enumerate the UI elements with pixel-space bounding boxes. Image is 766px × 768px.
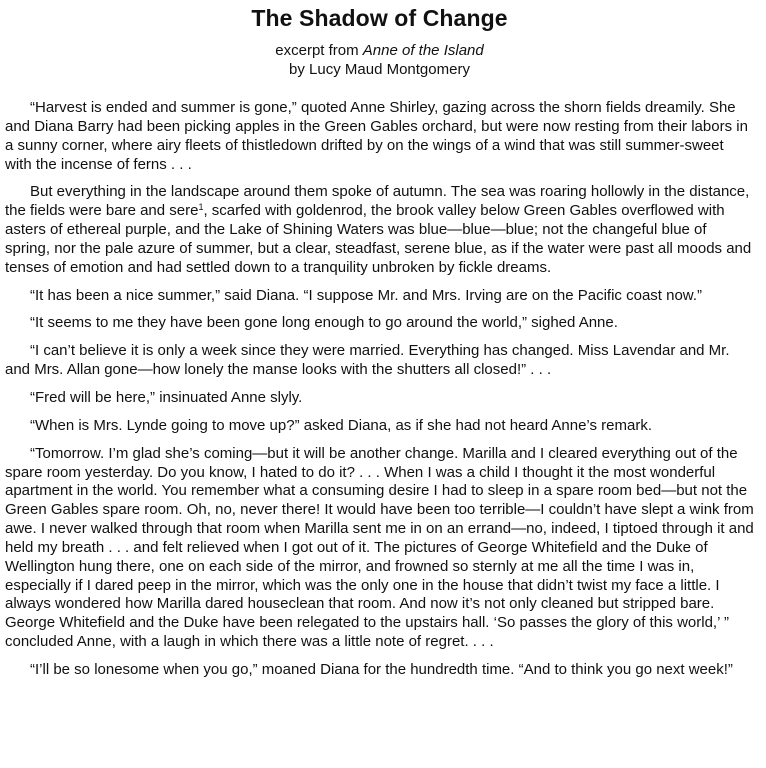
source-title: Anne of the Island — [362, 42, 484, 59]
paragraph-2-text-a: But everything in the landscape around them spoke of autumn. The sea was roaring hollowly in the distance, the fields were bare and sere — [5, 183, 750, 220]
paragraph-3: “It has been a nice summer,” said Diana. “I suppose Mr. and Mrs. Irving are on the Pacific coast now.” — [30, 286, 702, 304]
paragraph-8: “Tomorrow. I’m glad she’s coming—but it will be another change. Marilla and I cleared everything out of the spare room yesterday. Do you know, I hated to do it? . . . When I was a child I thought it the most wonderful apartment in the world. You remember what a consuming desire I had to sleep in a spare room bed—but not the Green Gables spare room. Oh, no, never there! It would have been too terrible—I couldn’t have slept a wink from awe. I never walked through that room when Marilla sent me in on an errand—no, indeed, I tiptoed through it and held my breath . . . and felt relieved when I got out of it. The pictures of George Whitefield and the Duke of Wellington hung there, one on each side of the mirror, and frowned so sternly at me all the time I was in, especially if I dared peep in the mirror, which was the only one in the house that didn’t twist my face a little. I always wondered how Marilla dared houseclean that room. And now it’s not only cleaned but stripped bare. George Whitefield and the Duke have been relegated to the upstairs hall. ‘So passes the glory of this world,’ ” concluded Anne, with a laugh in which there was a little note of regret. . . . — [5, 444, 754, 651]
paragraph-2-text-b: , scarfed with goldenrod, the brook valley below Green Gables overflowed with asters of ethereal purple, and the Lake of Shining Waters was blue—blue—blue; not the changeful blue of spring, nor the pale azure of summer, but a clear, steadfast, serene blue, as if the water were past all moods and tenses of emotion and had settled down to a tranquility unbroken by fickle dreams. — [5, 202, 752, 276]
paragraph-9: “I’ll be so lonesome when you go,” moaned Diana for the hundredth time. “And to think you go next week!” — [30, 660, 733, 678]
author-line: by Lucy Maud Montgomery — [289, 61, 470, 78]
paragraph-7: “When is Mrs. Lynde going to move up?” asked Diana, as if she had not heard Anne’s remark. — [30, 416, 653, 434]
footnote-marker: 1 — [198, 202, 204, 213]
byline — [5, 41, 754, 79]
paragraph-1: “Harvest is ended and summer is gone,” quoted Anne Shirley, gazing across the shorn fields dreamily. She and Diana Barry had been picking apples in the Green Gables orchard, but were now resting from their labors in a sunny corner, where airy fleets of thistledown drifted by on the wings of a wind that was still summer-sweet with the incense of ferns . . . — [5, 99, 748, 173]
document-page — [0, 4, 766, 768]
excerpt-prefix: excerpt from — [275, 42, 363, 59]
passage-body — [5, 99, 754, 680]
paragraph-2 — [5, 183, 754, 277]
source-line — [5, 41, 754, 60]
paragraph-6: “Fred will be here,” insinuated Anne slyly. — [30, 388, 303, 406]
paragraph-4: “It seems to me they have been gone long enough to go around the world,” sighed Anne. — [30, 314, 618, 332]
document-title: The Shadow of Change — [251, 5, 508, 31]
paragraph-5: “I can’t believe it is only a week since they were married. Everything has changed. Miss Lavendar and Mr. and Mrs. Allan gone—how lonely the manse looks with the shutters all closed!” . . . — [5, 342, 730, 379]
